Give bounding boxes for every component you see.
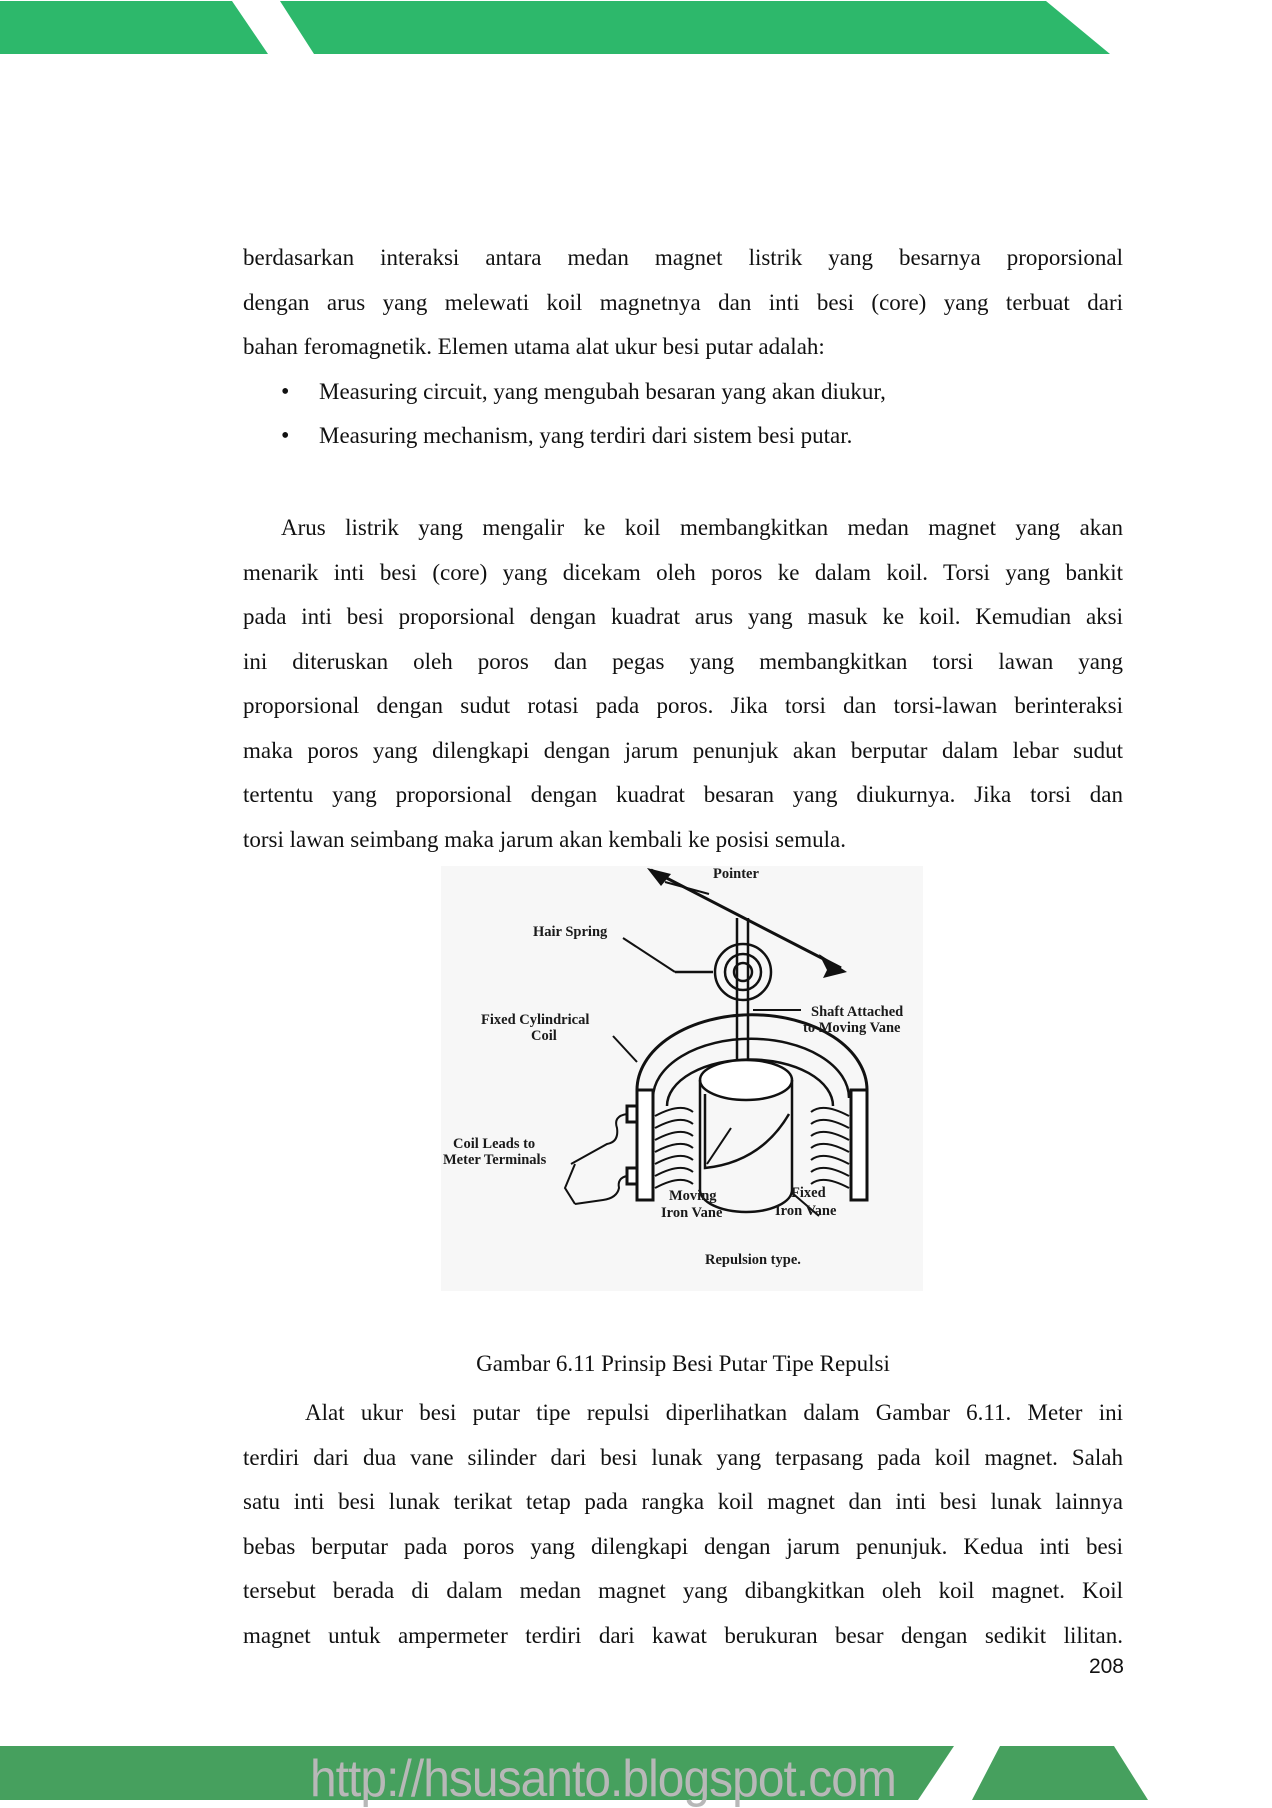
label-shaft: to Moving Vane [803, 1020, 901, 1036]
label-type: Repulsion type. [705, 1252, 801, 1268]
coil-winding [811, 1132, 849, 1140]
hair-spring-leader [623, 938, 675, 972]
label-pointer: Pointer [713, 866, 759, 882]
text-line: dengan arus yang melewati koil magnetnya dan inti besi (core) yang terbuat dari [243, 289, 1123, 315]
label-fixed-vane: Iron Vane [775, 1203, 837, 1219]
paragraph-2 [243, 506, 1123, 862]
list-item: • Measuring circuit, yang mengubah besaran yang akan diukur, [243, 370, 1123, 415]
paragraph-3 [243, 1391, 1123, 1658]
pointer-arrow-head-right [819, 954, 847, 978]
footer-band-right [972, 1746, 1148, 1800]
text-line: tertentu yang proporsional dengan kuadrat besaran yang diukurnya. Jika torsi dan [243, 782, 1123, 807]
body-section-3 [243, 1391, 1123, 1658]
label-hair-spring: Hair Spring [533, 924, 608, 940]
moving-vane-leader [707, 1128, 731, 1164]
label-shaft: Shaft Attached [811, 1004, 904, 1020]
fixed-vane-top [700, 1060, 792, 1100]
figure-caption: Gambar 6.11 Prinsip Besi Putar Tipe Repulsi [476, 1351, 890, 1376]
text-line: menarik inti besi (core) yang dicekam oleh poros ke dalam koil. Torsi yang bankit [243, 559, 1123, 585]
coil-winding [655, 1168, 693, 1176]
text-line: bebas berputar pada poros yang dilengkapi dengan jarum penunjuk. Kedua inti besi [243, 1533, 1123, 1559]
intro-section [243, 236, 1123, 459]
coil-winding [811, 1120, 849, 1128]
text-line: tersebut berada di dalam medan magnet yang dibangkitkan oleh koil magnet. Koil [243, 1578, 1123, 1603]
coil-winding [655, 1108, 693, 1116]
header-band-shape [0, 0, 1272, 56]
paragraph-1 [243, 236, 1123, 370]
hair-spring-coil [715, 944, 771, 1000]
label-coil-leads: Meter Terminals [443, 1152, 547, 1168]
coil-winding [811, 1144, 849, 1152]
coil-terminal [627, 1168, 637, 1184]
coil-winding [655, 1156, 693, 1164]
coil-winding [811, 1108, 849, 1116]
header-band-right [280, 1, 1110, 54]
diagram-drawing [441, 866, 923, 1291]
coil-winding [655, 1144, 693, 1152]
text-line: ini diteruskan oleh poros dan pegas yang membangkitkan torsi lawan yang [243, 648, 1123, 674]
text-line: terdiri dari dua vane silinder dari besi lunak yang terpasang pada koil magnet. Salah [243, 1444, 1123, 1470]
fixed-coil-leader [613, 1036, 637, 1062]
coil-lead [575, 1176, 627, 1204]
hair-spring-coil [725, 954, 761, 990]
text-line: torsi lawan seimbang maka jarum akan kembali ke posisi semula. [243, 826, 846, 852]
watermark-url: http://hsusanto.blogspot.com [310, 1750, 896, 1808]
coil-winding [811, 1156, 849, 1164]
coil-leads-leader [565, 1164, 575, 1204]
text-line: Alat ukur besi putar tipe repulsi diperlihatkan dalam Gambar 6.11. Meter ini [305, 1400, 1123, 1425]
coil-lead [571, 1114, 627, 1164]
coil-winding [655, 1132, 693, 1140]
element-list [243, 370, 1123, 459]
label-fixed-vane: Fixed [791, 1185, 826, 1201]
coil-left-flange [637, 1090, 653, 1200]
text-line: pada inti besi proporsional dengan kuadrat arus yang masuk ke koil. Kemudian aksi [243, 604, 1123, 629]
text-line: bahan feromagnetik. Elemen utama alat ukur besi putar adalah: [243, 334, 825, 359]
text-line: Arus listrik yang mengalir ke koil membangkitkan medan magnet yang akan [281, 515, 1123, 540]
header-band [0, 0, 1272, 56]
coil-right-flange [851, 1090, 867, 1200]
coil-winding [655, 1120, 693, 1128]
text-line: magnet untuk ampermeter terdiri dari kawat berukuran besar dengan sedikit lilitan. [243, 1622, 1123, 1648]
text-line: berdasarkan interaksi antara medan magnet listrik yang besarnya proporsional [243, 245, 1123, 270]
label-moving-vane: Iron Vane [661, 1205, 723, 1221]
label-coil-leads: Coil Leads to [453, 1136, 536, 1152]
text-line: satu inti besi lunak terikat tetap pada rangka koil magnet dan inti besi lunak lainnya [243, 1489, 1123, 1514]
coil-winding [811, 1168, 849, 1176]
repulsion-type-diagram [441, 866, 923, 1291]
moving-vane [705, 1094, 789, 1168]
body-section-2 [243, 506, 1123, 862]
text-line: proporsional dengan sudut rotasi pada poros. Jika torsi dan torsi-lawan berinteraksi [243, 693, 1123, 718]
label-fixed-coil: Coil [531, 1028, 557, 1044]
text-line: maka poros yang dilengkapi dengan jarum penunjuk akan berputar dalam lebar sudut [243, 737, 1123, 763]
page-number: 208 [1088, 1655, 1124, 1678]
coil-winding [655, 1180, 693, 1188]
coil-terminal [627, 1106, 637, 1122]
label-moving-vane: Moving [669, 1188, 717, 1204]
header-band-left [0, 1, 268, 54]
list-item: • Measuring mechanism, yang terdiri dari sistem besi putar. [243, 414, 1123, 459]
pointer-leader [665, 882, 709, 894]
label-fixed-coil: Fixed Cylindrical [481, 1012, 590, 1028]
